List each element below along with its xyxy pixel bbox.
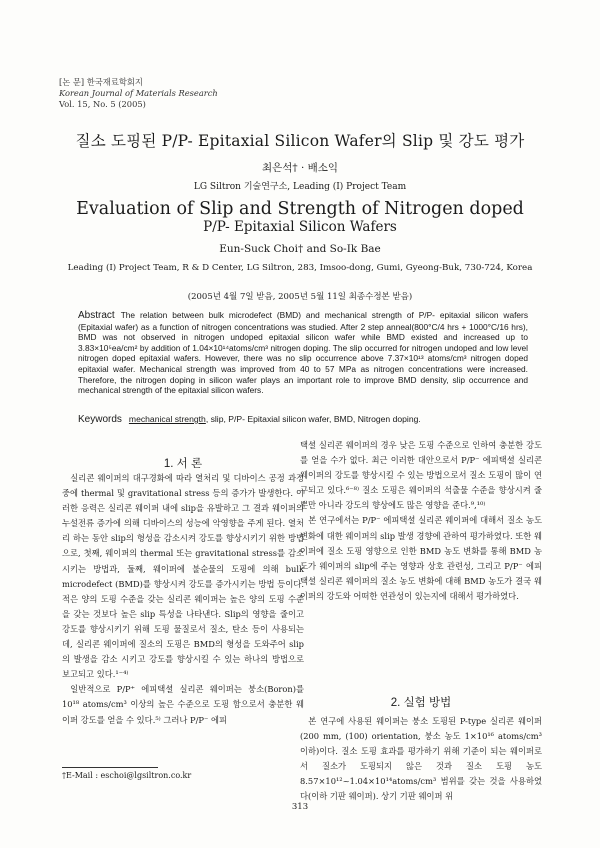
abstract bbox=[78, 310, 528, 396]
footnote-rule bbox=[62, 767, 158, 768]
affiliation-english: Leading (I) Project Team, R & D Center, LG Siltron, 283, Imsoo-dong, Gumi, Gyeong-Buk, 730-724, Korea bbox=[67, 263, 533, 273]
paragraph: 실리콘 웨이퍼의 대구경화에 따라 열처리 및 디바이스 공정 과정 중에 thermal 및 gravitational stress 등의 증가가 발생한다. 이러한 응력은 실리콘 웨이퍼 내에 slip을 유발하고 그 결과 웨이퍼의 누설전류 증가에 의해 디바이스의 성능에 악영향을 주게 된다. 열처리 하는 동안 slip의 형성을 감소시켜 강도를 향상시키기 위한 방법으로, 첫째, 웨이퍼의 thermal 또는 gravitational stress를 감소시키는 방법과, 둘째, 웨이퍼에 불순물의 도핑에 의해 bulk microdefect (BMD)를 향상시켜 강도를 증가시키는 방법 등이다. 적은 양의 도핑 수준을 갖는 실리콘 웨이퍼는 높은 양의 도핑 수준을 갖는 것보다 높은 slip 특성을 나타낸다. Slip의 영향을 줄이고 강도를 향상시키기 위해 도핑 물질로서 질소, 탄소 등이 사용되는데, 실리콘 웨이퍼에 질소의 도핑은 BMD의 형성을 도와주어 slip의 발생을 감소 시키고 강도를 향상시킬 수 있는 하나의 방법으로 보고되고 있다.¹⁻⁴⁾ bbox=[62, 473, 304, 680]
abstract-label: Abstract bbox=[78, 310, 115, 321]
paragraph: 일반적으로 P/P⁺ 에피택셜 실리콘 웨이퍼는 붕소(Boron)를 10¹⁸ atoms/cm³ 이상의 높은 수준으로 도핑 함으로서 충분한 웨이퍼 강도를 얻을 수 있다.⁵⁾ 그러나 P/P⁻ 에피 bbox=[62, 684, 304, 725]
keywords bbox=[78, 414, 421, 425]
footnote-email: †E-Mail : eschoi@lgsiltron.co.kr bbox=[62, 771, 192, 780]
right-column-section2 bbox=[300, 714, 542, 805]
section-2-heading: 2. 실험 방법 bbox=[390, 697, 452, 709]
paragraph: 택셜 실리콘 웨이퍼의 경우 낮은 도핑 수준으로 인하여 충분한 강도를 얻을 수가 없다. 최근 이러한 대안으로서 P/P⁻ 에피택셜 실리콘 웨이퍼의 강도를 향상시킬 수 있는 방법으로서 질소 도핑이 많이 연구되고 있다.⁶⁻⁸⁾ 질소 도핑은 웨이퍼의 석출물 수준을 향상시켜 줄 뿐만 아니라 강도의 향상에도 많은 영향을 준다.⁹,¹⁰⁾ bbox=[300, 440, 542, 511]
page-number: 313 bbox=[291, 802, 309, 812]
keywords-rest: , slip, P/P- Epitaxial silicon wafer, BMD, Nitrogen doping. bbox=[205, 414, 421, 424]
title-english-line2: P/P- Epitaxial Silicon Wafers bbox=[203, 219, 397, 235]
paragraph: 본 연구에서는 P/P⁻ 에피택셜 실리콘 웨이퍼에 대해서 질소 농도 변화에 대한 웨이퍼의 slip 발생 경향에 관하여 평가하였다. 또한 웨이퍼에 질소 도핑 영향으로 인한 BMD 농도 변화를 통해 BMD 농도가 웨이퍼의 slip에 주는 영향과 상호 관련성, 그리고 P/P⁻ 에피택셜 실리콘 웨이퍼의 질소 농도 변화에 대해 BMD 농도가 결국 웨이퍼의 강도와 어떠한 연관성이 있는지에 대해서 평가하였다. bbox=[300, 515, 542, 601]
title-korean: 질소 도핑된 P/P- Epitaxial Silicon Wafer의 Slip 및 강도 평가 bbox=[75, 132, 525, 150]
journal-category: [논 문] 한국재료학회지 bbox=[59, 77, 143, 87]
authors-korean: 최은석† · 배소익 bbox=[261, 162, 339, 174]
left-column bbox=[62, 471, 304, 728]
received-dates: (2005년 4월 7일 받음, 2005년 5월 11일 최종수정본 받음) bbox=[187, 292, 413, 302]
paragraph: 본 연구에 사용된 웨이퍼는 붕소 도핑된 P-type 실리콘 웨이퍼(200 mm, (100) orientation, 붕소 농도 1×10¹⁶ atoms/cm³ 이하)이다. 질소 도핑 효과를 평가하기 위해 기준이 되는 웨이퍼로서 질소가 도핑되지 않은 것과 질소 도핑 농도 8.57×10¹²~1.04×10¹⁴atoms/cm³ 범위를 갖는 것을 사용하였다(이하 기판 웨이퍼). 상기 기판 웨이퍼 위 bbox=[300, 716, 542, 802]
affiliation-korean: LG Siltron 기술연구소, Leading (I) Project Team bbox=[193, 182, 407, 192]
journal-header bbox=[59, 77, 218, 110]
keywords-label: Keywords bbox=[78, 414, 122, 425]
title-english-line1: Evaluation of Slip and Strength of Nitrogen doped bbox=[76, 199, 524, 219]
section-1-heading: 1. 서 론 bbox=[163, 458, 203, 470]
right-column bbox=[300, 438, 542, 604]
journal-name: Korean Journal of Materials Research bbox=[59, 88, 218, 98]
abstract-text: The relation between bulk microdefect (BMD) and mechanical strength of P/P- epitaxial silicon wafers (Epitaxial wafer) as a function of nitrogen concentrations was studied. After 2 step anneal(800°C/4 hrs + 1000°C/16 hrs), BMD was not observed in nitrogen undoped epitaxial silicon wafer while BMD existed and increased up to 3.83×10⁵ea/cm² by addition of 1.04×10¹⁴atoms/cm³ nitrogen doping. The slip occurred for nitrogen undoped and low level nitrogen doped epitaxial wafers. However, there was no slip occurrence above 7.37×10¹³ atoms/cm³ nitrogen doped epitaxial wafer. Mechanical strength was improved from 40 to 57 MPa as nitrogen concentrations were increased. Therefore, the nitrogen doping in silicon wafer plays an important role to improve BMD density, slip occurrence and mechanical strength of the epitaxial silicon wafers. bbox=[78, 310, 528, 396]
keyword-underlined: mechanical strength bbox=[128, 414, 206, 424]
authors-english: Eun-Suck Choi† and So-Ik Bae bbox=[219, 243, 381, 255]
journal-volume: Vol. 15, No. 5 (2005) bbox=[59, 99, 146, 109]
